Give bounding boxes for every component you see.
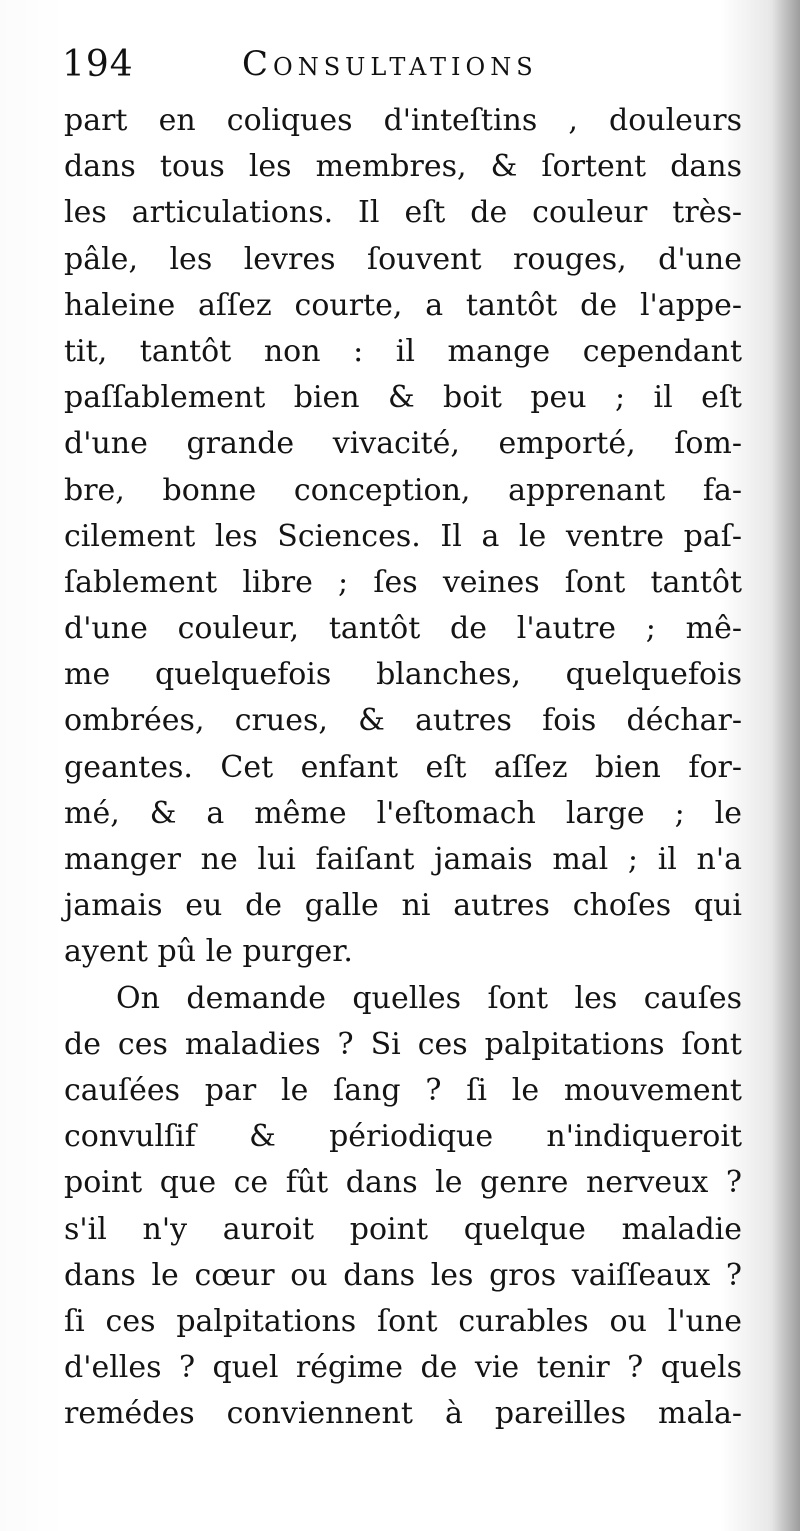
page-edge-shadow	[772, 0, 800, 1531]
text-line: cilement les Sciences. Il a le ventre paſ-	[64, 518, 742, 554]
text-line: haleine aſſez courte, a tantôt de l'appe-	[64, 287, 742, 323]
paragraph-start-line: On demande quelles ſont les cauſes	[116, 980, 742, 1016]
text-line: dans le cœur ou dans les gros vaiſſeaux ?	[64, 1257, 742, 1293]
body-text	[64, 98, 742, 1437]
text-line: paſſablement bien & boit peu ; il eſt	[64, 380, 742, 416]
text-line: d'elles ? quel régime de vie tenir ? quels	[64, 1350, 742, 1386]
text-line: dans tous les membres, & ſortent dans	[64, 149, 742, 185]
page-number: 194	[62, 44, 134, 85]
page-header	[62, 44, 742, 96]
text-line: geantes. Cet enfant eſt aſſez bien for-	[64, 749, 742, 785]
text-line: les articulations. Il eſt de couleur très-	[64, 195, 742, 231]
text-line: d'une couleur, tantôt de l'autre ; mê-	[64, 611, 742, 647]
text-line: ſi ces palpitations ſont curables ou l'une	[64, 1303, 742, 1339]
text-line: point que ce fût dans le genre nerveux ?	[64, 1165, 742, 1201]
text-line: s'il n'y auroit point quelque maladie	[64, 1211, 742, 1247]
text-line: cauſées par le ſang ? ſi le mouvement	[64, 1072, 742, 1108]
text-line: jamais eu de galle ni autres choſes qui	[64, 888, 742, 924]
text-line: manger ne lui faiſant jamais mal ; il n'a	[64, 842, 742, 877]
text-line: me quelquefois blanches, quelquefois	[64, 657, 742, 693]
paragraph-end-line: ayent pû le purger.	[64, 934, 353, 970]
text-line: ſablement libre ; ſes veines ſont tantôt	[64, 564, 742, 600]
text-line: d'une grande vivacité, emporté, ſom-	[64, 426, 742, 462]
text-line: pâle, les levres ſouvent rouges, d'une	[64, 241, 742, 277]
text-line: de ces maladies ? Si ces palpitations ſont	[64, 1026, 742, 1062]
text-line: mé, & a même l'eſtomach large ; le	[64, 795, 742, 831]
text-line: bre, bonne conception, apprenant fa-	[64, 472, 742, 508]
text-line: remédes conviennent à pareilles mala-	[64, 1396, 742, 1432]
running-head: Consultations	[242, 44, 538, 84]
text-line: ombrées, crues, & autres fois déchar-	[64, 703, 742, 739]
text-line: convulſif & périodique n'indiqueroit	[64, 1119, 742, 1155]
text-line: part en coliques d'inteſtins , douleurs	[64, 103, 742, 138]
text-line: tit, tantôt non : il mange cependant	[64, 333, 742, 369]
